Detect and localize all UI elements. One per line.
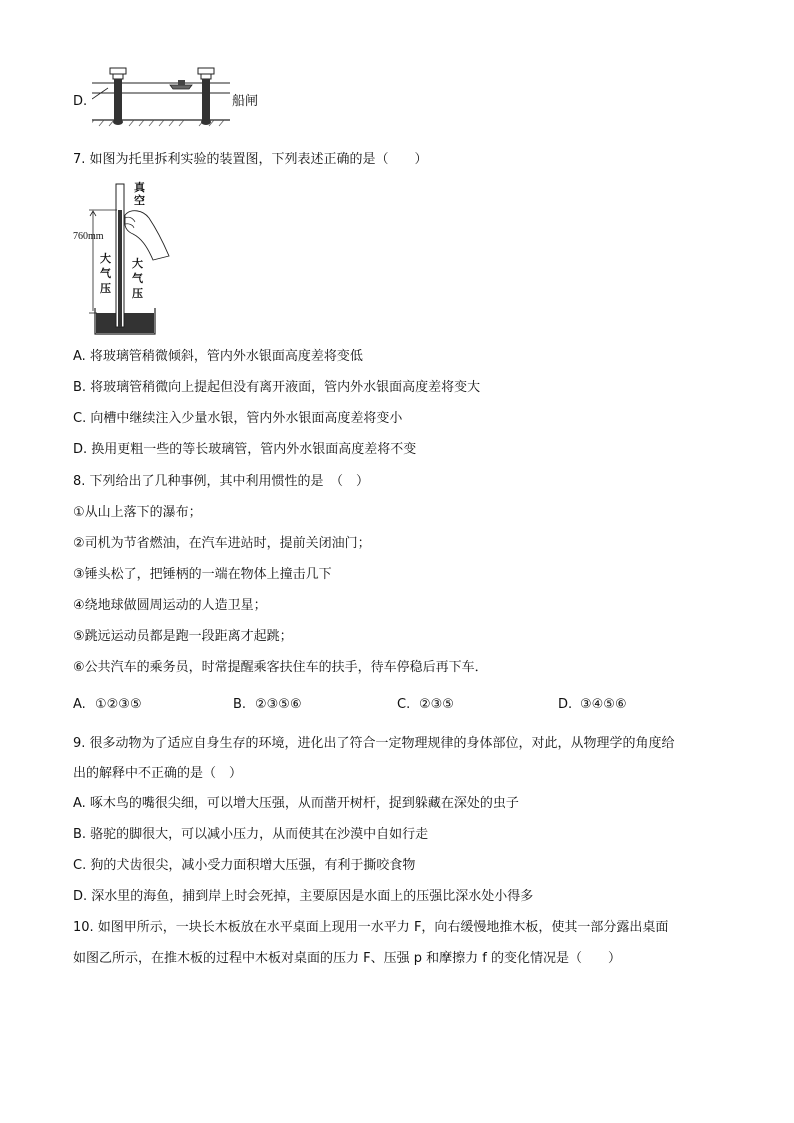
- q9-option-a: A. 啄木鸟的嘴很尖细，可以增大压强，从而凿开树杆，捉到躲藏在深处的虫子: [73, 796, 519, 811]
- q8-option-b-letter: B.: [233, 697, 247, 712]
- q7-option-c: C. 向槽中继续注入少量水银，管内外水银面高度差将变小: [73, 411, 403, 426]
- vacuum-label-1: 真: [134, 182, 145, 194]
- q8-option-a-letter: A.: [73, 697, 86, 712]
- ship-lock-figure: [92, 66, 232, 128]
- q8-item-1: ①从山上落下的瀑布；: [73, 505, 202, 520]
- q10-stem-line2: 如图乙所示，在推木板的过程中木板对桌面的压力 F、压强 p 和摩擦力 f 的变化情况是（ ）: [73, 951, 621, 966]
- height-label: 760mm: [73, 231, 104, 242]
- left-atm-label-3: 压: [100, 283, 111, 295]
- vacuum-label-2: 空: [134, 195, 145, 207]
- left-atm-label-2: 气: [100, 268, 111, 280]
- q9-option-c: C. 狗的犬齿很尖，减小受力面积增大压强，有利于撕咬食物: [73, 858, 416, 873]
- q8-item-4: ④绕地球做圆周运动的人造卫星；: [73, 598, 267, 613]
- q8-item-3: ③锤头松了，把锤柄的一端在物体上撞击几下: [73, 567, 332, 582]
- left-atm-label-1: 大: [100, 253, 111, 265]
- q9-stem-line2: 出的解释中不正确的是（ ）: [73, 766, 243, 781]
- q7-option-a: A. 将玻璃管稍微倾斜，管内外水银面高度差将变低: [73, 349, 363, 364]
- q9-stem-line1: 9. 很多动物为了适应自身生存的环境，进化出了符合一定物理规律的身体部位，对此，从物理学的角度给: [73, 736, 675, 751]
- q7-option-d: D. 换用更粗一些的等长玻璃管，管内外水银面高度差将不变: [73, 442, 417, 457]
- q10-stem-line1: 10. 如图甲所示，一块长木板放在水平桌面上现用一水平力 F，向右缓慢地推木板，使其一部分露出桌面: [73, 920, 669, 935]
- q7-option-b: B. 将玻璃管稍微向上提起但没有离开液面，管内外水银面高度差将变大: [73, 380, 481, 395]
- ship-lock-label: 船闸: [232, 94, 259, 109]
- q8-option-a-text: ①②③⑤: [95, 697, 142, 712]
- q8-option-c-text: ②③⑤: [419, 697, 454, 712]
- q7-stem: 7. 如图为托里拆利实验的装置图，下列表述正确的是（ ）: [73, 152, 428, 167]
- q9-option-b: B. 骆驼的脚很大，可以减小压力，从而使其在沙漠中自如行走: [73, 827, 429, 842]
- q6-option-d-letter: D.: [73, 94, 88, 109]
- q8-stem: 8. 下列给出了几种事例，其中利用惯性的是 （ ）: [73, 474, 370, 489]
- q8-option-c-letter: C.: [397, 697, 411, 712]
- right-atm-label-2: 气: [132, 273, 143, 285]
- torricelli-figure: [73, 180, 183, 338]
- q8-item-5: ⑤跳远运动员都是跑一段距离才起跳；: [73, 629, 293, 644]
- q9-option-d: D. 深水里的海鱼，捕到岸上时会死掉，主要原因是水面上的压强比深水处小得多: [73, 889, 534, 904]
- q8-item-2: ②司机为节省燃油，在汽车进站时，提前关闭油门；: [73, 536, 371, 551]
- right-atm-label-1: 大: [132, 258, 143, 270]
- q8-option-b-text: ②③⑤⑥: [255, 697, 302, 712]
- q8-option-d-letter: D.: [558, 697, 573, 712]
- q8-option-d-text: ③④⑤⑥: [580, 697, 627, 712]
- right-atm-label-3: 压: [132, 288, 143, 300]
- q8-item-6: ⑥公共汽车的乘务员，时常提醒乘客扶住车的扶手，待车停稳后再下车．: [73, 660, 488, 675]
